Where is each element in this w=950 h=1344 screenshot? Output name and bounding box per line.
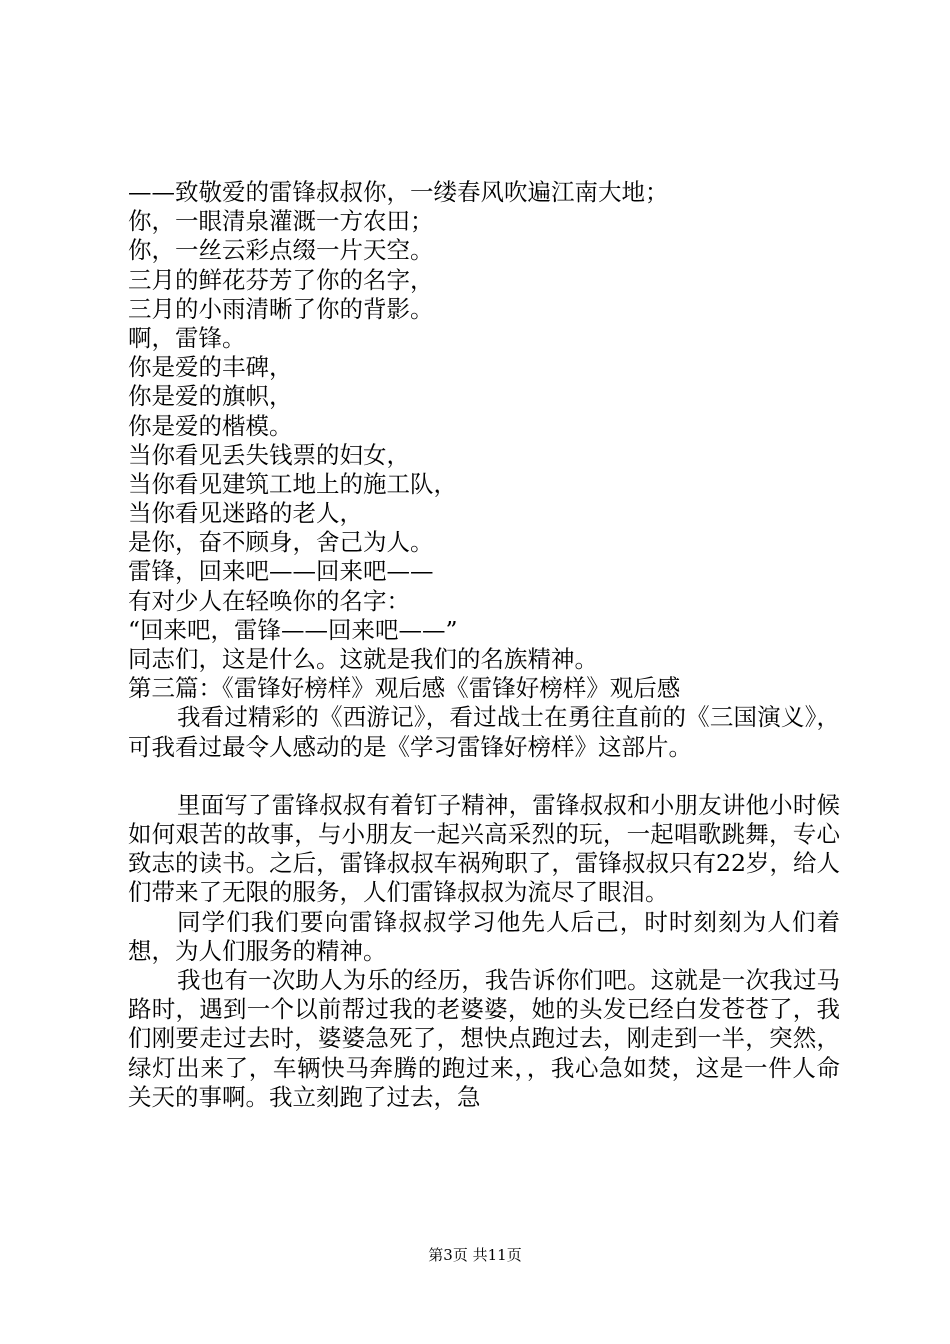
poem-line: 当你看见丢失钱票的妇女， bbox=[128, 440, 410, 469]
paragraph-intro: 我看过精彩的《西游记》，看过战士在勇往直前的《三国演义》，可我看过最令人感动的是《学习雷锋好榜样》这部片。 bbox=[128, 703, 840, 761]
poem-line: 有对少人在轻唤你的名字： bbox=[128, 586, 410, 615]
poem-line: 同志们，这是什么。这就是我们的名族精神。 bbox=[128, 645, 598, 673]
paragraph-gap bbox=[128, 762, 840, 791]
poem-line: 你是爱的楷模。 bbox=[128, 411, 293, 440]
paragraph-story: 里面写了雷锋叔叔有着钉子精神，雷锋叔叔和小朋友讲他小时候如何艰苦的故事，与小朋友一起兴高采烈的玩，一起唱歌跳舞，专心致志的读书。之后，雷锋叔叔车祸殉职了，雷锋叔叔只有22岁，给人们带来了无限的服务，人们雷锋叔叔为流尽了眼泪。 bbox=[128, 790, 840, 907]
paragraph-lesson: 同学们我们要向雷锋叔叔学习他先人后己，时时刻刻为人们着想，为人们服务的精神。 bbox=[128, 907, 840, 965]
document-body bbox=[128, 178, 840, 1112]
poem-line: 你，一眼清泉灌溉一方农田； bbox=[128, 207, 434, 236]
poem-line: 你是爱的丰碑， bbox=[128, 353, 293, 382]
poem-line: 当你看见迷路的老人， bbox=[128, 499, 363, 528]
poem-line: 三月的鲜花芬芳了你的名字， bbox=[128, 265, 434, 294]
poem-line: 是你，奋不顾身，舍己为人。 bbox=[128, 528, 434, 557]
poem-line: ——致敬爱的雷锋叔叔你，一缕春风吹遍江南大地； bbox=[128, 178, 669, 206]
poem-line: 当你看见建筑工地上的施工队， bbox=[128, 469, 457, 498]
poem-line: 啊，雷锋。 bbox=[128, 323, 246, 352]
poem-line: 你，一丝云彩点缀一片天空。 bbox=[128, 236, 434, 265]
poem-line: 雷锋，回来吧——回来吧—— bbox=[128, 557, 434, 586]
paragraph-experience: 我也有一次助人为乐的经历，我告诉你们吧。这就是一次我过马路时，遇到一个以前帮过我的老婆婆，她的头发已经白发苍苍了，我们刚要走过去时，婆婆急死了，想快点跑过去，刚走到一半，突然，绿灯出来了，车辆快马奔腾的跑过来，，我心急如焚，这是一件人命关天的事啊。我立刻跑了过去，急 bbox=[128, 966, 840, 1111]
page-footer: 第3页 共11页 bbox=[428, 1246, 522, 1264]
poem-line: 你是爱的旗帜， bbox=[128, 382, 293, 411]
poem-line: 三月的小雨清晰了你的背影。 bbox=[128, 294, 434, 323]
section-heading: 第三篇：《雷锋好榜样》观后感《雷锋好榜样》观后感 bbox=[128, 674, 681, 703]
poem-line: “回来吧，雷锋——回来吧——” bbox=[128, 615, 458, 644]
